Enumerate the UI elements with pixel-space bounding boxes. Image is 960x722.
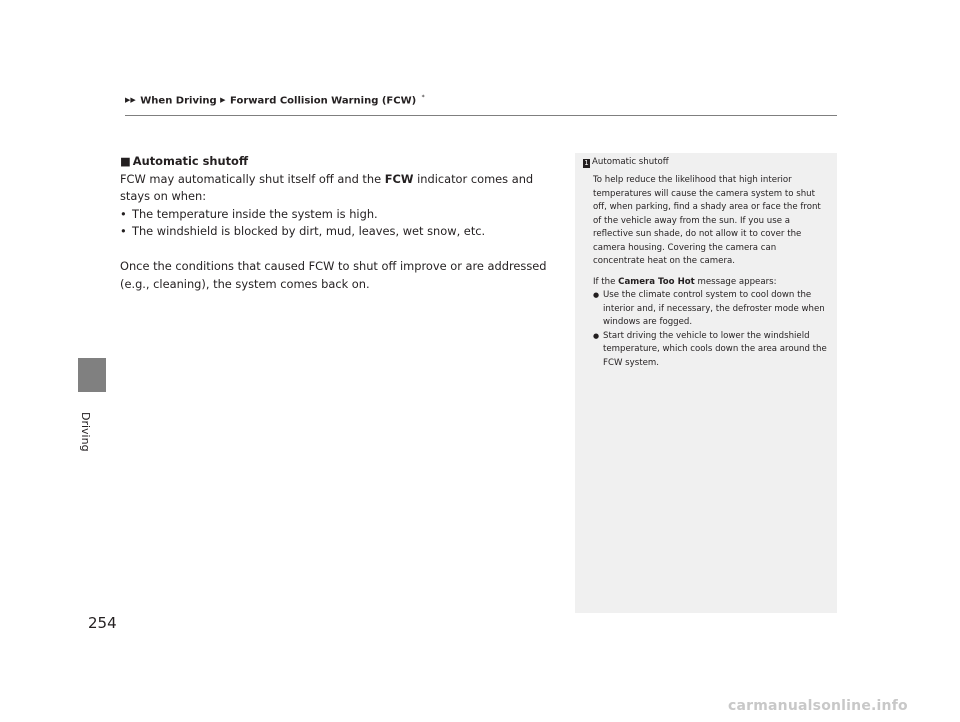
note-sidebar bbox=[575, 153, 837, 613]
main-content bbox=[120, 153, 560, 293]
list-item: • The temperature inside the system is high. bbox=[120, 206, 560, 224]
list-item: ● Start driving the vehicle to lower the windshield temperature, which cools down the area around the FCW system. bbox=[593, 330, 829, 371]
intro-text-before: FCW may automatically shut itself off and the bbox=[120, 171, 385, 186]
breadcrumb-arrow-icon: ▶ bbox=[220, 96, 226, 105]
note-body bbox=[593, 174, 829, 370]
section-heading-text: Automatic shutoff bbox=[132, 154, 249, 168]
note-message-line bbox=[593, 276, 829, 290]
breadcrumb-item-section[interactable]: When Driving bbox=[140, 95, 217, 107]
breadcrumb-marker: * bbox=[421, 94, 425, 101]
watermark: carmanualsonline.info bbox=[728, 698, 908, 714]
list-item: ● Use the climate control system to cool down the interior and, if necessary, the defroster mode when windows are fogged. bbox=[593, 289, 829, 330]
intro-paragraph bbox=[120, 171, 560, 206]
note-paragraph: To help reduce the likelihood that high interior temperatures will cause the camera system to shut off, when parking, find a shady area or face the front of the vehicle away from the sun. If you use a reflective sun shade, do not allow it to cover the camera housing. Covering the camera can concentrate heat on the camera. bbox=[593, 175, 821, 266]
condition-list bbox=[120, 206, 560, 241]
message-text-after: message appears: bbox=[694, 276, 777, 287]
fcw-indicator-label: FCW bbox=[384, 171, 414, 186]
heading-square-icon: ■ bbox=[120, 154, 131, 168]
breadcrumb bbox=[125, 94, 425, 106]
breadcrumb-item-topic[interactable]: Forward Collision Warning (FCW) bbox=[230, 95, 417, 107]
intro-text-after: indicator comes and stays on when: bbox=[120, 171, 534, 204]
list-item: • The windshield is blocked by dirt, mud, leaves, wet snow, etc. bbox=[120, 223, 560, 241]
camera-too-hot-label: Camera Too Hot bbox=[618, 276, 695, 287]
section-tab-label: Driving bbox=[79, 412, 92, 452]
message-text-before: If the bbox=[593, 276, 619, 287]
closing-paragraph: Once the conditions that caused FCW to shut off improve or are addressed (e.g., cleaning), the system comes back on. bbox=[120, 258, 547, 291]
note-title bbox=[583, 157, 669, 168]
breadcrumb-arrow-icon: ▶▶ bbox=[125, 96, 136, 105]
section-heading bbox=[120, 153, 560, 171]
note-title-text[interactable]: Automatic shutoff bbox=[592, 157, 669, 167]
note-list bbox=[593, 289, 829, 370]
section-tab-block bbox=[78, 358, 106, 392]
note-number-icon: 1 bbox=[584, 159, 589, 167]
page-number: 254 bbox=[88, 614, 117, 632]
header-divider bbox=[125, 115, 837, 116]
